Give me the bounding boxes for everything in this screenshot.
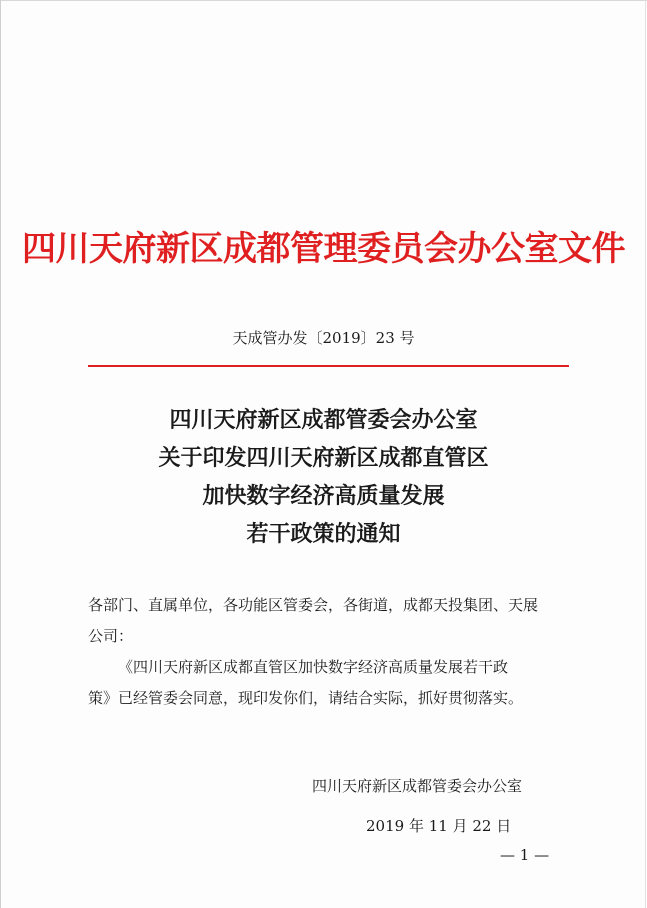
page-number: — 1 — bbox=[500, 846, 550, 864]
title-line: 关于印发四川天府新区成都直管区 bbox=[158, 446, 489, 471]
issuing-office-signature: 四川天府新区成都管委会办公室 bbox=[312, 777, 523, 795]
addressee-line: 公司： bbox=[88, 627, 134, 645]
title-line: 加快数字经济高质量发展 bbox=[202, 484, 445, 509]
title-line: 若干政策的通知 bbox=[246, 522, 401, 547]
title-line: 四川天府新区成都管委会办公室 bbox=[169, 408, 478, 433]
body-paragraph-line: 《四川天府新区成都直管区加快数字经济高质量发展若干政 bbox=[118, 658, 509, 676]
red-masthead: 四川天府新区成都管理委员会办公室文件 bbox=[22, 229, 625, 269]
body-paragraph-line: 策》已经管委会同意，现印发你们，请结合实际，抓好贯彻落实。 bbox=[88, 689, 524, 707]
addressee-line: 各部门、直属单位，各功能区管委会，各街道，成都天投集团、天展 bbox=[88, 596, 539, 614]
document-body bbox=[88, 590, 572, 714]
document-number: 天成管办发〔2019〕23 号 bbox=[232, 329, 415, 347]
document-title bbox=[0, 402, 647, 554]
red-separator-line bbox=[88, 365, 569, 367]
page-edge-top bbox=[0, 0, 647, 1]
issue-date: 2019 年 11 月 22 日 bbox=[366, 817, 512, 835]
